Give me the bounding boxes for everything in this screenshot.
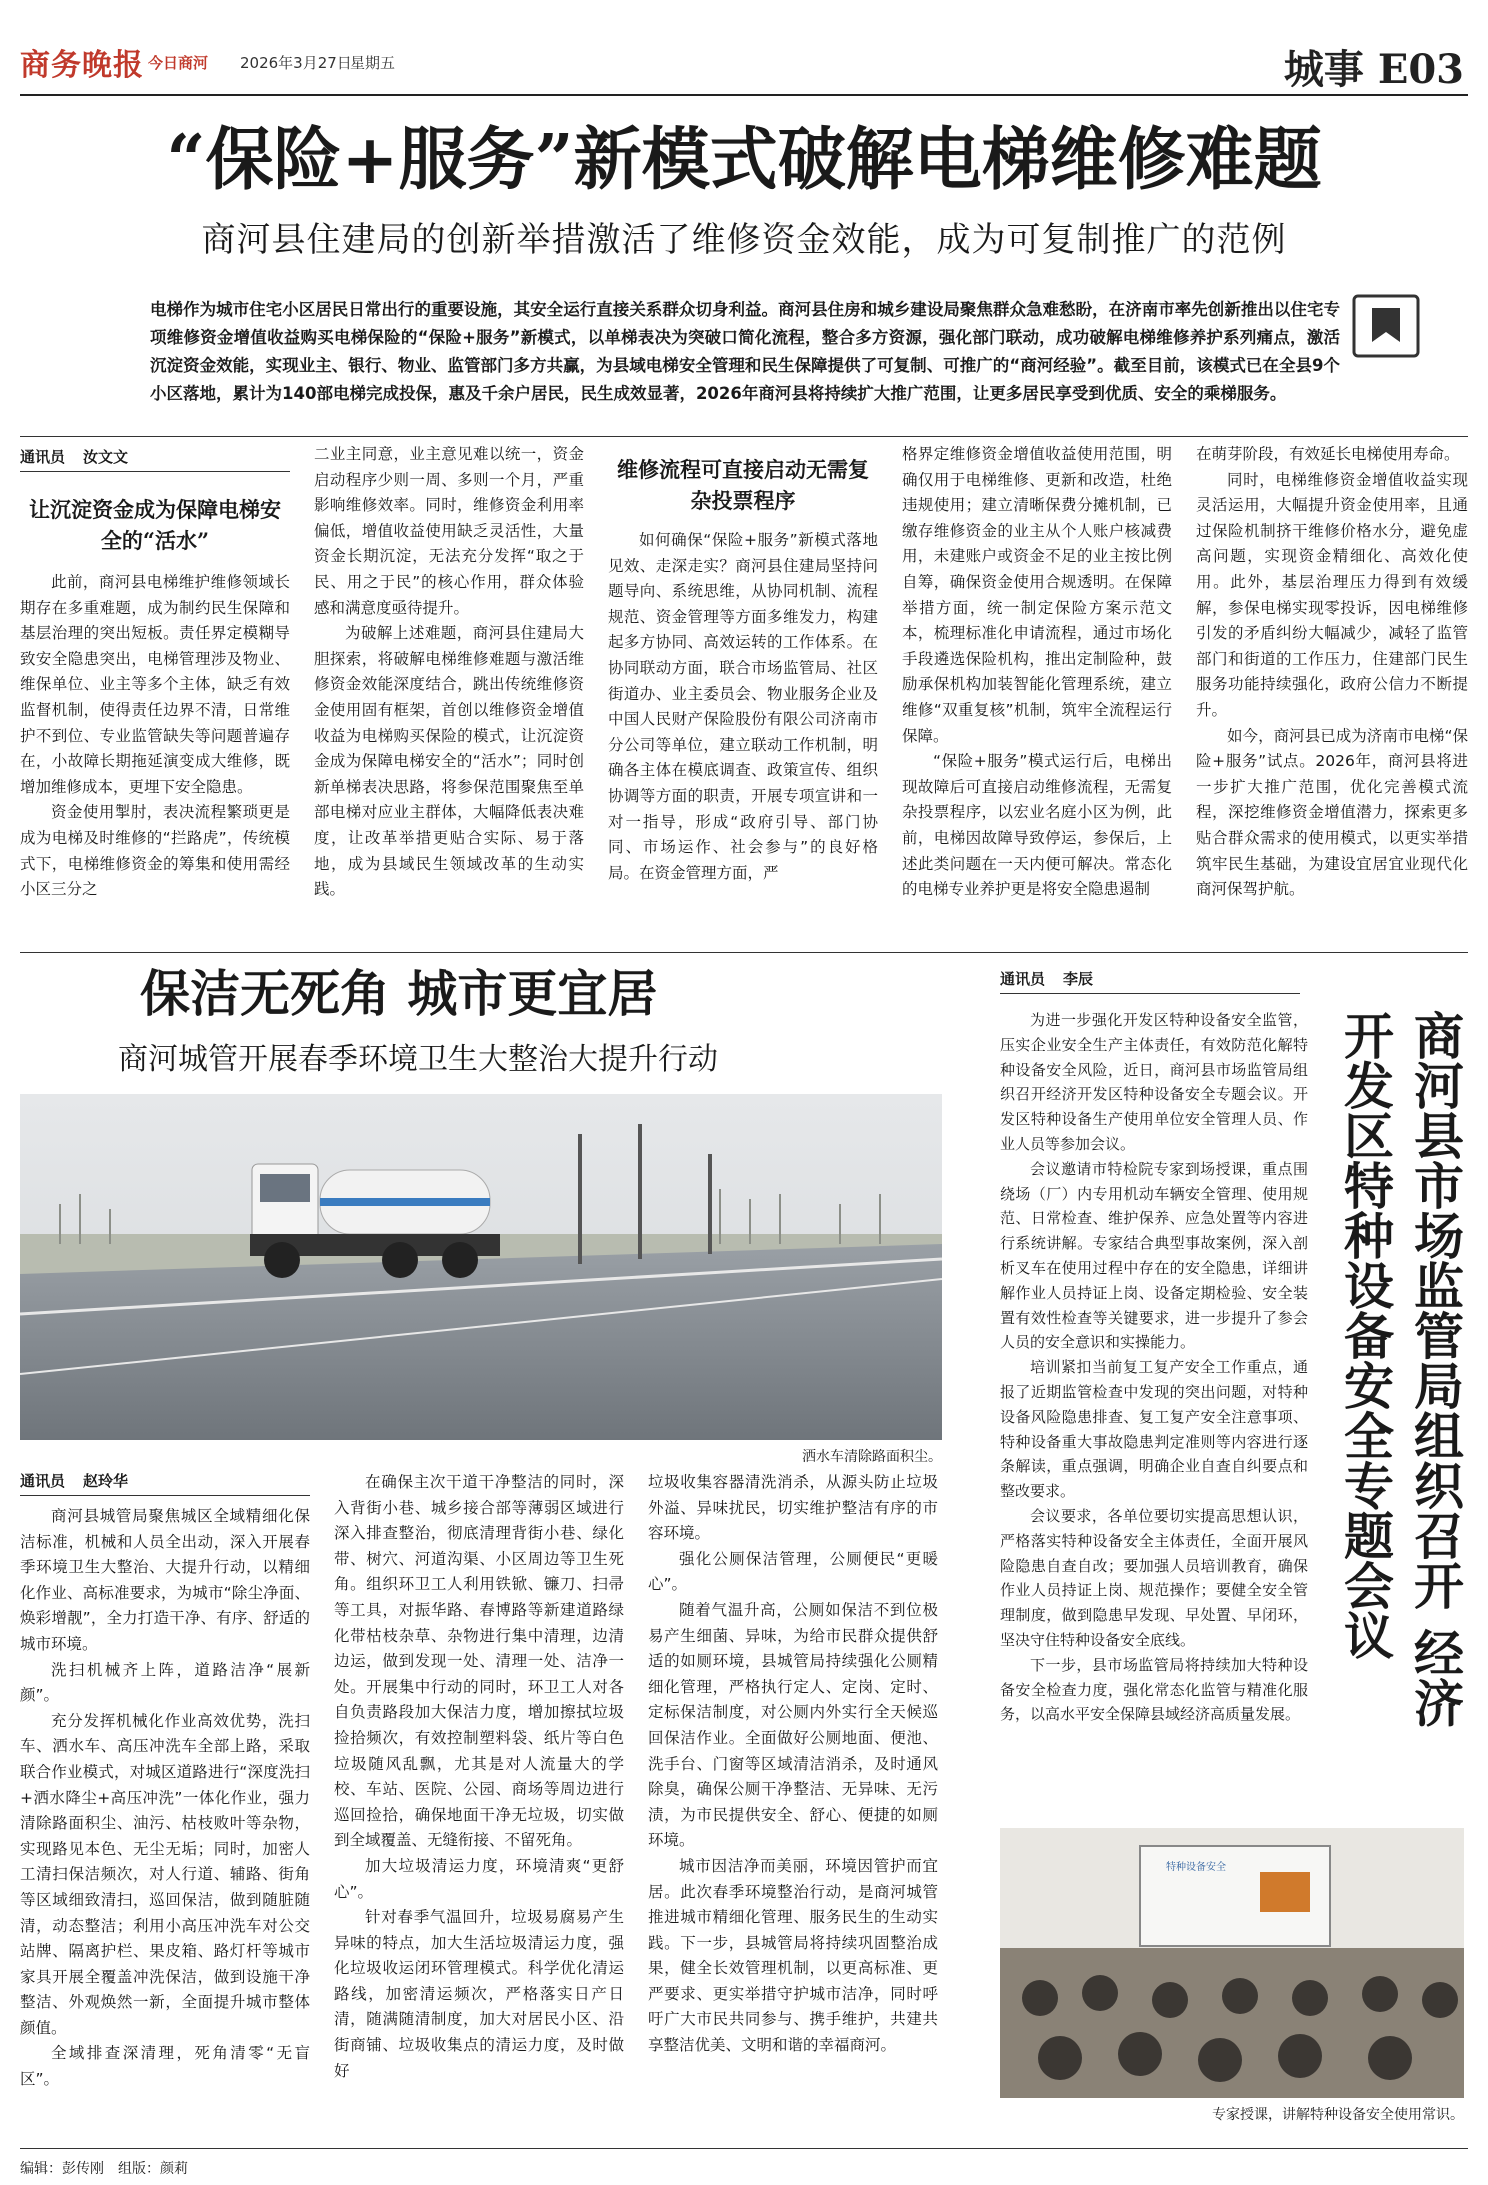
paragraph: 会议要求，各单位要切实提高思想认识，严格落实特种设备安全主体责任，全面开展风险隐患自查自改；要加强人员培训教育，确保作业人员持证上岗、规范操作；要健全安全管理制度，做到隐患早发现、早处置、早闭环，坚决守住特种设备安全底线。	[1000, 1506, 1308, 1649]
article2-subtitle: 商河城管开展春季环境卫生大整治大提升行动	[118, 1042, 718, 1077]
paragraph: 城市因洁净而美丽，环境因管护而宜居。此次春季环境整治行动，是商河城管推进城市精细化管理、服务民生的生动实践。下一步，县城管局将持续巩固整治成果，健全长效管理机制，以更高标准、更严要求、更实举措守护城市洁净，同时呼吁广大市民共同参与、携手维护，共建共享整洁优美、文明和谐的幸福商河。	[648, 1856, 938, 2055]
article1-bottom-rule	[20, 952, 1468, 953]
issue-weekday: 星期五	[350, 54, 396, 72]
article1-col3	[608, 528, 878, 886]
issue-date: 2026年3月27日	[240, 54, 352, 72]
article1-col1-subhead: 让沉淀资金成为保障电梯安全的“活水”	[29, 497, 281, 553]
byline-label: 通讯员	[20, 448, 66, 466]
paragraph: 在萌芽阶段，有效延长电梯使用寿命。	[1196, 445, 1460, 463]
article1-col4	[902, 442, 1172, 903]
article3-title-line1: 商河县市场监管局组织召开	[1406, 1010, 1465, 1610]
paragraph: 同时，电梯维修资金增值收益实现灵活运用，大幅提升资金使用率，且通过保险机制挤干维修价格水分，避免虚高问题，实现资金精细化、高效化使用。此外，基层治理压力得到有效缓解，参保电梯实现零投诉，因电梯维修引发的矛盾纠纷大幅减少，减轻了监管部门和街道的工作压力，住建部门民生服务功能持续强化，政府公信力不断提升。	[1196, 470, 1468, 719]
article1-lead: 电梯作为城市住宅小区居民日常出行的重要设施，其安全运行直接关系群众切身利益。商河县住房和城乡建设局聚焦群众急难愁盼，在济南市率先创新推出以住宅专项维修资金增值收益购买电梯保险的“保险+服务”新模式，以单梯表决为突破口简化流程，整合多方资源，强化部门联动，成功破解电梯维修养护系列痛点，激活沉淀资金效能，实现业主、银行、物业、监管部门多方共赢，为县域电梯安全管理和民生保障提供了可复制、可推广的“商河经验”。截至目前，该模式已在全县9个小区落地，累计为140部电梯完成投保，惠及千余户居民，民生成效显著，2026年商河县将持续扩大推广范围，让更多居民享受到优质、安全的乘梯服务。	[150, 300, 1340, 403]
article1-title: “保险+服务”新模式破解电梯维修难题	[166, 120, 1322, 200]
article2-col1	[20, 1504, 310, 2093]
paragraph: 随着气温升高，公厕如保洁不到位极易产生细菌、异味，为给市民群众提供舒适的如厕环境，县城管局持续强化公厕精细化管理，严格执行定人、定岗、定时、定标保洁制度，对公厕内外实行全天候巡回保洁作业。全面做好公厕地面、便池、洗手台、门窗等区域清洁消杀，及时通风除臭，确保公厕干净整洁、无异味、无污渍，为市民提供安全、舒心、便捷的如厕环境。	[648, 1600, 938, 1850]
paragraph: 培训紧扣当前复工复产安全工作重点，通报了近期监管检查中发现的突出问题，对特种设备风险隐患排查、复工复产安全注意事项、特种设备重大事故隐患判定准则等内容进行逐条解读，重点强调，明确企业自查自纠要点和整改要求。	[1000, 1358, 1308, 1501]
article3-photo-caption: 专家授课，讲解特种设备安全使用常识。	[1212, 2107, 1464, 2123]
paragraph: 资金使用掣肘，表决流程繁琐更是成为电梯及时维修的“拦路虎”，传统模式下，电梯维修资金的筹集和使用需经小区三分之	[20, 803, 290, 899]
paragraph: 为破解上述难题，商河县住建局大胆探索，将破解电梯维修难题与激活维修资金效能深度结合，跳出传统维修资金使用固有框架，首创以维修资金增值收益为电梯购买保险的模式，让沉淀资金成为保障电梯安全的“活水”；同时创新单梯表决思路，将参保范围聚焦至单部电梯对应业主群体，大幅降低表决难度，让改革举措更贴合实际、易于落地，成为县域民生领域改革的生动实践。	[314, 624, 584, 899]
article2-col2	[334, 1470, 624, 2084]
paragraph: 加大垃圾清运力度，环境清爽“更舒心”。	[334, 1856, 624, 1901]
page-label: 城事 E03	[1283, 46, 1464, 93]
article1-col2	[314, 442, 584, 903]
article1-subtitle: 商河县住建局的创新举措激活了维修资金效能，成为可复制推广的范例	[201, 220, 1287, 260]
paragraph: 全域排查深清理，死角清零“无盲区”。	[20, 2044, 310, 2089]
paragraph: 会议邀请市特检院专家到场授课，重点围绕场（厂）内专用机动车辆安全管理、使用规范、日常检查、维护保养、应急处置等内容进行系统讲解。专家结合典型事故案例，深入剖析叉车在使用过程中存在的安全隐患，详细讲解作业人员持证上岗、设备定期检验、安全装置有效性检查等关键要求，进一步提升了参会人员的安全意识和实操能力。	[1000, 1159, 1308, 1352]
slide-screen-text: 特种设备安全	[1166, 1862, 1226, 1873]
footer-rule	[20, 2148, 1468, 2149]
newspaper-logo: 商务晚报	[20, 48, 144, 83]
article1-top-rule	[20, 436, 1468, 437]
paragraph: 强化公厕保洁管理，公厕便民“更暖心”。	[648, 1549, 938, 1594]
bookmark-icon	[1352, 294, 1420, 358]
paragraph: 此前，商河县电梯维护维修领域长期存在多重难题，成为制约民生保障和基层治理的突出短板。责任界定模糊导致安全隐患突出，电梯管理涉及物业、维保单位、业主等多个主体，缺乏有效监督机制，使得责任边界不清，日常维护不到位、专业监管缺失等问题普遍存在，小故障长期拖延演变成大维修，既增加维修成本，更埋下安全隐患。	[20, 573, 290, 796]
paragraph: 格界定维修资金增值收益使用范围，明确仅用于电梯维修、更新和改造，杜绝违规使用；建立清晰保费分摊机制，已缴存维修资金的业主从个人账户核减费用，未建账户或资金不足的业主按比例自筹，确保资金使用合规透明。在保障举措方面，统一制定保险方案示范文本，梳理标准化申请流程，通过市场化手段遴选保险机构，推出定制险种，鼓励承保机构加装智能化管理系统，建立维修“双重复核”机制，筑牢全流程运行保障。	[902, 445, 1172, 745]
paragraph: 商河县城管局聚焦城区全域精细化保洁标准，机械和人员全出动，深入开展春季环境卫生大整治、大提升行动，以精细化作业、高标准要求，为城市“除尘净面、焕彩增靓”，全力打造干净、有序、舒适的城市环境。	[20, 1507, 310, 1653]
byline-name: 赵玲华	[83, 1472, 129, 1490]
paragraph: 洗扫机械齐上阵，道路洁净“展新颜”。	[20, 1660, 310, 1705]
byline-label: 通讯员	[20, 1472, 66, 1490]
paragraph: 如今，商河县已成为济南市电梯“保险+服务”试点。2026年，商河县将进一步扩大推广范围，优化完善模式流程，深挖维修资金增值潜力，探索更多贴合群众需求的使用模式，以更实举措筑牢民生基础，为建设宜居宜业现代化商河保驾护航。	[1196, 726, 1468, 899]
paragraph: 垃圾收集容器清洗消杀，从源头防止垃圾外溢、异味扰民，切实维护整洁有序的市容环境。	[648, 1473, 938, 1543]
paragraph: 为进一步强化开发区特种设备安全监管，压实企业安全生产主体责任，有效防范化解特种设备安全风险，近日，商河县市场监管局组织召开经济开发区特种设备安全专题会议。开发区特种设备生产使用单位安全管理人员、作业人员等参加会议。	[1000, 1011, 1308, 1153]
paragraph: 针对春季气温回升，垃圾易腐易产生异味的特点，加大生活垃圾清运力度，强化垃圾收运闭环管理模式。科学优化清运路线，加密清运频次，严格落实日产日清，随满随清制度，加大对居民小区、沿街商铺、垃圾收集点的清运力度，及时做好	[334, 1908, 624, 2080]
paragraph: 充分发挥机械化作业高效优势，洗扫车、洒水车、高压冲洗车全部上路，采取联合作业模式，对城区道路进行“深度洗扫+洒水降尘+高压冲洗”一体化作业，强力清除路面积尘、油污、枯枝败叶等杂物，实现路见本色、无尘无垢；同时，加密人工清扫保洁频次，对人行道、辅路、街角等区域细致清扫，巡回保洁，做到随脏随清，动态整洁；利用小高压冲洗车对公交站牌、隔离护栏、果皮箱、路灯杆等城市家具开展全覆盖冲洗保洁，做到设施干净整洁、外观焕然一新，全面提升城市整体颜值。	[20, 1711, 310, 2037]
article3-title-line2: 经济开发区特种设备安全专题会议	[1336, 1010, 1465, 1728]
article2-title: 保洁无死角 城市更宜居	[140, 964, 658, 1023]
article1-byline	[20, 446, 290, 472]
paragraph: “保险+服务”模式运行后，电梯出现故障后可直接启动维修流程，无需复杂投票程序，以宏业名庭小区为例，此前，电梯因故障导致停运，参保后，上述此类问题在一天内便可解决。常态化的电梯专业养护更是将安全隐患遏制	[902, 752, 1172, 899]
article2-photo-caption: 洒水车清除路面积尘。	[802, 1449, 942, 1465]
paragraph: 二业主同意，业主意见难以统一，资金启动程序少则一周、多则一个月，严重影响维修效率。同时，维修资金利用率偏低，增值收益使用缺乏灵活性，大量资金长期沉淀，无法充分发挥“取之于民、用之于民”的核心作用，群众体验感和满意度亟待提升。	[314, 445, 584, 617]
footer-editor: 编辑：彭传刚 组版：颜莉	[20, 2161, 188, 2177]
header-rule	[20, 94, 1468, 96]
training-session-photo	[1000, 1828, 1464, 2098]
street-cleaning-photo	[20, 1094, 942, 1440]
article2-byline	[20, 1470, 310, 1496]
section-tag: 今日商河	[148, 54, 209, 72]
article1-col3-subhead: 维修流程可直接启动无需复杂投票程序	[617, 457, 869, 513]
article2-col3	[648, 1470, 938, 2059]
byline-name: 李辰	[1063, 970, 1094, 988]
article1-col5	[1196, 442, 1468, 903]
paragraph: 在确保主次干道干净整洁的同时，深入背街小巷、城乡接合部等薄弱区域进行深入排查整治，彻底清理背街小巷、绿化带、树穴、河道沟渠、小区周边等卫生死角。组织环卫工人利用铁锨、镰刀、扫帚等工具，对振华路、春博路等新建道路绿化带枯枝杂草、杂物进行集中清理，边清边运，做到发现一处、清理一处、洁净一处。开展集中行动的同时，环卫工人对各自负责路段加大保洁力度，增加擦拭垃圾捡拾频次，有效控制塑料袋、纸片等白色垃圾随风乱飘，尤其是对人流量大的学校、车站、医院、公园、商场等周边进行巡回捡拾，确保地面干净无垃圾，切实做到全域覆盖、无缝衔接、不留死角。	[334, 1473, 624, 1850]
byline-label: 通讯员	[1000, 970, 1046, 988]
byline-name: 汝文文	[83, 448, 129, 466]
article3-body	[1000, 1008, 1308, 1727]
article1-col1	[20, 570, 290, 903]
paragraph: 下一步，县市场监管局将持续加大特种设备安全检查力度，强化常态化监管与精准化服务，以高水平安全保障县域经济高质量发展。	[1000, 1655, 1308, 1724]
paragraph: 如何确保“保险+服务”新模式落地见效、走深走实？商河县住建局坚持问题导向、系统思维，从协同机制、流程规范、资金管理等方面多维发力，构建起多方协同、高效运转的工作体系。在协同联动方面，联合市场监管局、社区街道办、业主委员会、物业服务企业及中国人民财产保险股份有限公司济南市分公司等单位，建立联动工作机制，明确各主体在模底调查、政策宣传、组织协调等方面的职责，开展专项宣讲和一对一指导，形成“政府引导、部门协同、市场运作、社会参与”的良好格局。在资金管理方面，严	[608, 531, 878, 882]
article3-byline	[1000, 968, 1300, 994]
article3-title	[1330, 1010, 1470, 1770]
